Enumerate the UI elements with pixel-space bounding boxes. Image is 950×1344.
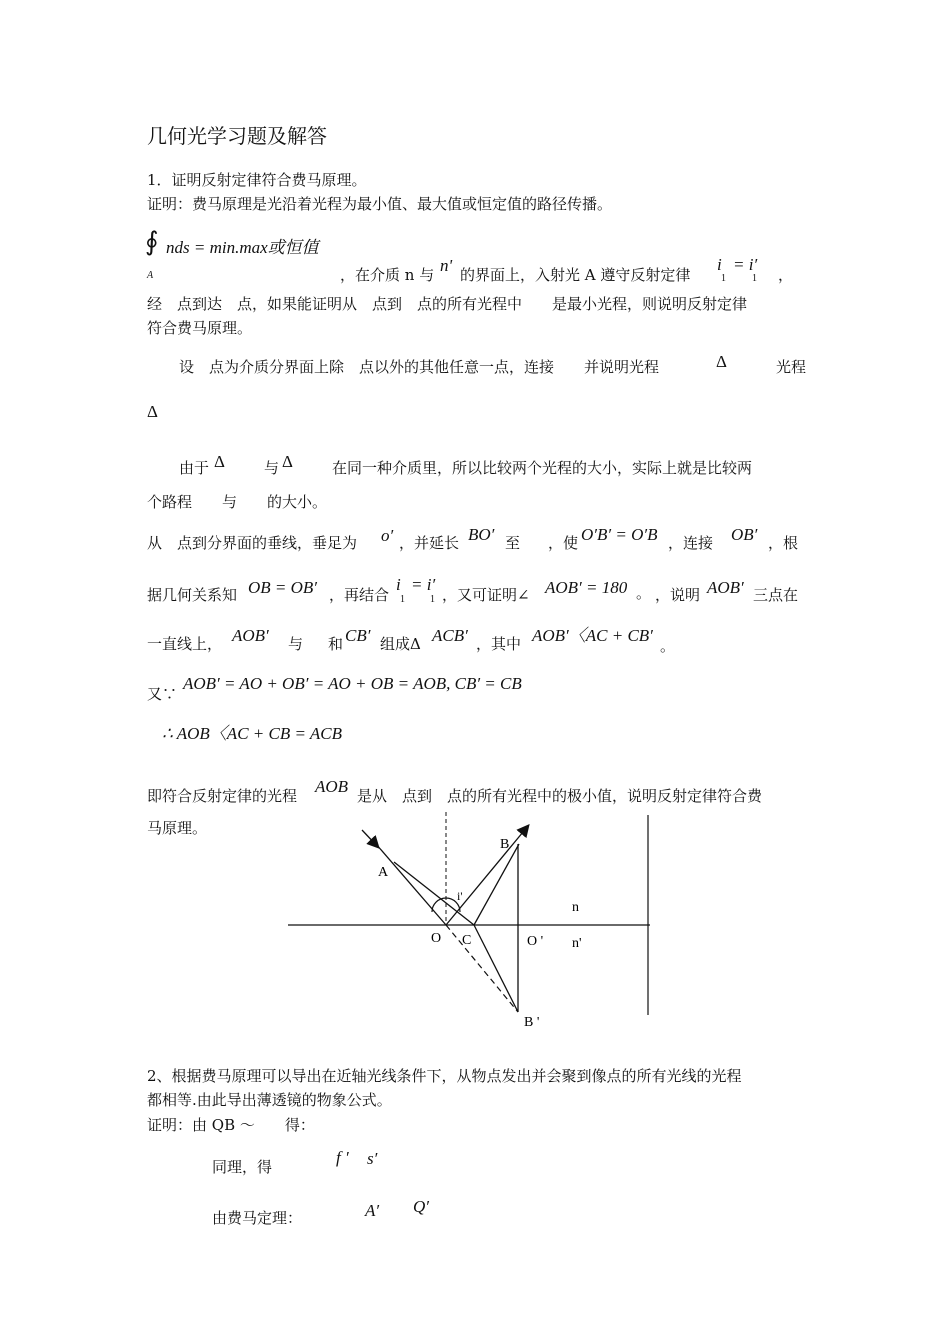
medium-text-b: 的界面上，入射光 A 遵守反射定律 xyxy=(460,266,691,284)
eq-obb: O′B′ = O′B xyxy=(581,525,658,544)
geo-sub2: 1 xyxy=(430,594,435,605)
line-text-d: 组成Δ xyxy=(380,635,421,653)
label-C: C xyxy=(462,933,472,948)
therefore-equation: ∴ AOB〈AC + CB = ACB xyxy=(162,724,342,743)
line-text-e: ，其中 xyxy=(476,635,522,653)
label-n-prime: n' xyxy=(572,936,582,951)
q1-proof-intro: 证明：费马原理是光沿着光程为最小值、最大值或恒定值的路径传播。 xyxy=(147,195,613,213)
aob-prime-1: AOB′ xyxy=(707,578,744,597)
delta-1: Δ xyxy=(716,352,727,371)
conclusion-text-c: 马原理。 xyxy=(147,819,208,837)
line-text-a: 一直线上， xyxy=(147,635,223,653)
conclusion-text-a: 即符合反射定律的光程 xyxy=(147,787,298,805)
geo-sub1: 1 xyxy=(400,594,405,605)
conform-line: 符合费马原理。 xyxy=(147,319,253,337)
bo-prime: BO′ xyxy=(468,525,495,544)
since-text-b: 与 xyxy=(264,459,280,477)
conclusion-text-b: 是从 点到 点的所有光程中的极小值，说明反射定律符合费 xyxy=(357,787,763,805)
label-n: n xyxy=(572,900,579,915)
n-prime: n' xyxy=(440,256,453,275)
from-text-d: ，使 xyxy=(548,534,579,552)
law-sub1: 1 xyxy=(721,273,726,284)
dashed-O-to-Bprime xyxy=(446,925,518,1012)
q2-proof: 证明：由 QB ～ 得： xyxy=(147,1116,315,1134)
geo-text-a: 据几何关系知 xyxy=(147,586,238,604)
suppose-text-a: 设 点为介质分界面上除 点以外的其他任意一点，连接 并说明光程 xyxy=(179,358,660,376)
inequality-1: AOB′〈AC + CB′ xyxy=(532,626,653,645)
line-text-f: 。 xyxy=(660,637,676,655)
ray-C-to-B xyxy=(474,844,519,925)
geo-text-d: ，说明 xyxy=(655,586,701,604)
reflected-ray-O-to-B xyxy=(446,826,528,925)
reflection-diagram xyxy=(280,808,660,1030)
since-text-d: 个路程 与 的大小。 xyxy=(147,493,328,511)
degree-mark: 。 xyxy=(636,584,652,602)
q-prime: Q′ xyxy=(413,1197,429,1216)
since-text-c: 在同一种介质里，所以比较两个光程的大小，实际上就是比较两 xyxy=(332,459,753,477)
delta-3: Δ xyxy=(214,452,225,471)
medium-text-a: ，在介质 n 与 xyxy=(340,266,435,284)
acb-prime: ACB′ xyxy=(432,626,468,645)
geo-text-e: 三点在 xyxy=(753,586,799,604)
geo-i: i xyxy=(396,575,401,594)
from-text-c: 至 xyxy=(505,534,521,552)
line-text-b: 与 xyxy=(288,635,304,653)
q2-heading-b: 都相等.由此导出薄透镜的物象公式。 xyxy=(147,1091,392,1109)
integral-expression: nds = min.max或恒值 xyxy=(166,238,319,257)
page-title: 几何光学习题及解答 xyxy=(147,124,327,148)
law-end: ， xyxy=(778,266,794,284)
q1-heading: 1．证明反射定律符合费马原理。 xyxy=(147,171,367,189)
label-i: i' xyxy=(457,889,463,903)
label-O-prime: O ' xyxy=(527,934,544,949)
law-sub2: 1 xyxy=(752,273,757,284)
also-label: 又∵ xyxy=(147,685,178,703)
integral-lower-limit: A xyxy=(147,270,154,281)
delta-2: Δ xyxy=(147,402,158,421)
s-prime: s′ xyxy=(367,1149,378,1168)
from-text-f: ，根 xyxy=(768,534,799,552)
delta-4: Δ xyxy=(282,452,293,471)
f-prime: f ′ xyxy=(336,1148,349,1167)
path-line: 经 点到达 点，如果能证明从 点到 点的所有光程中 是最小光程，则说明反射定律 xyxy=(147,295,748,313)
ob-prime: OB′ xyxy=(731,525,758,544)
eq-ob: OB = OB′ xyxy=(248,578,318,597)
o-prime: o′ xyxy=(381,526,394,545)
suppose-text-b: 光程 xyxy=(776,358,807,376)
integral-sign: ∮ xyxy=(145,227,159,256)
ray-A-to-O xyxy=(376,844,446,925)
geo-eq: = i′ xyxy=(411,575,436,594)
label-A: A xyxy=(378,865,389,880)
label-B: B xyxy=(500,837,510,852)
law-i: i xyxy=(717,255,722,274)
label-B-prime: B ' xyxy=(524,1015,540,1030)
from-text-a: 从 点到分界面的垂线，垂足为 xyxy=(147,534,358,552)
q2-fermat-text: 由费马定理： xyxy=(212,1209,303,1227)
law-eq: = i′ xyxy=(733,255,758,274)
q2-same-text: 同理，得 xyxy=(212,1158,273,1176)
geo-text-b: ，再结合 xyxy=(329,586,390,604)
label-O: O xyxy=(431,931,442,946)
from-text-e: ，连接 xyxy=(668,534,714,552)
cb-prime: CB′ xyxy=(345,626,371,645)
angle-expression: AOB′ = 180 xyxy=(545,578,628,597)
also-equation: AOB′ = AO + OB′ = AO + OB = AOB, CB′ = CB xyxy=(183,674,522,693)
a-prime: A′ xyxy=(365,1201,380,1220)
line-text-c: 和 xyxy=(328,635,344,653)
line-C-to-Bprime xyxy=(474,925,518,1012)
aob: AOB xyxy=(315,777,349,796)
since-text-a: 由于 xyxy=(179,459,210,477)
q2-heading-a: 2、根据费马原理可以导出在近轴光线条件下，从物点发出并会聚到像点的所有光线的光程 xyxy=(147,1067,742,1085)
geo-text-c: ，又可证明∠ xyxy=(442,586,530,604)
from-text-b: ，并延长 xyxy=(399,534,460,552)
aob-prime-2: AOB′ xyxy=(232,626,269,645)
